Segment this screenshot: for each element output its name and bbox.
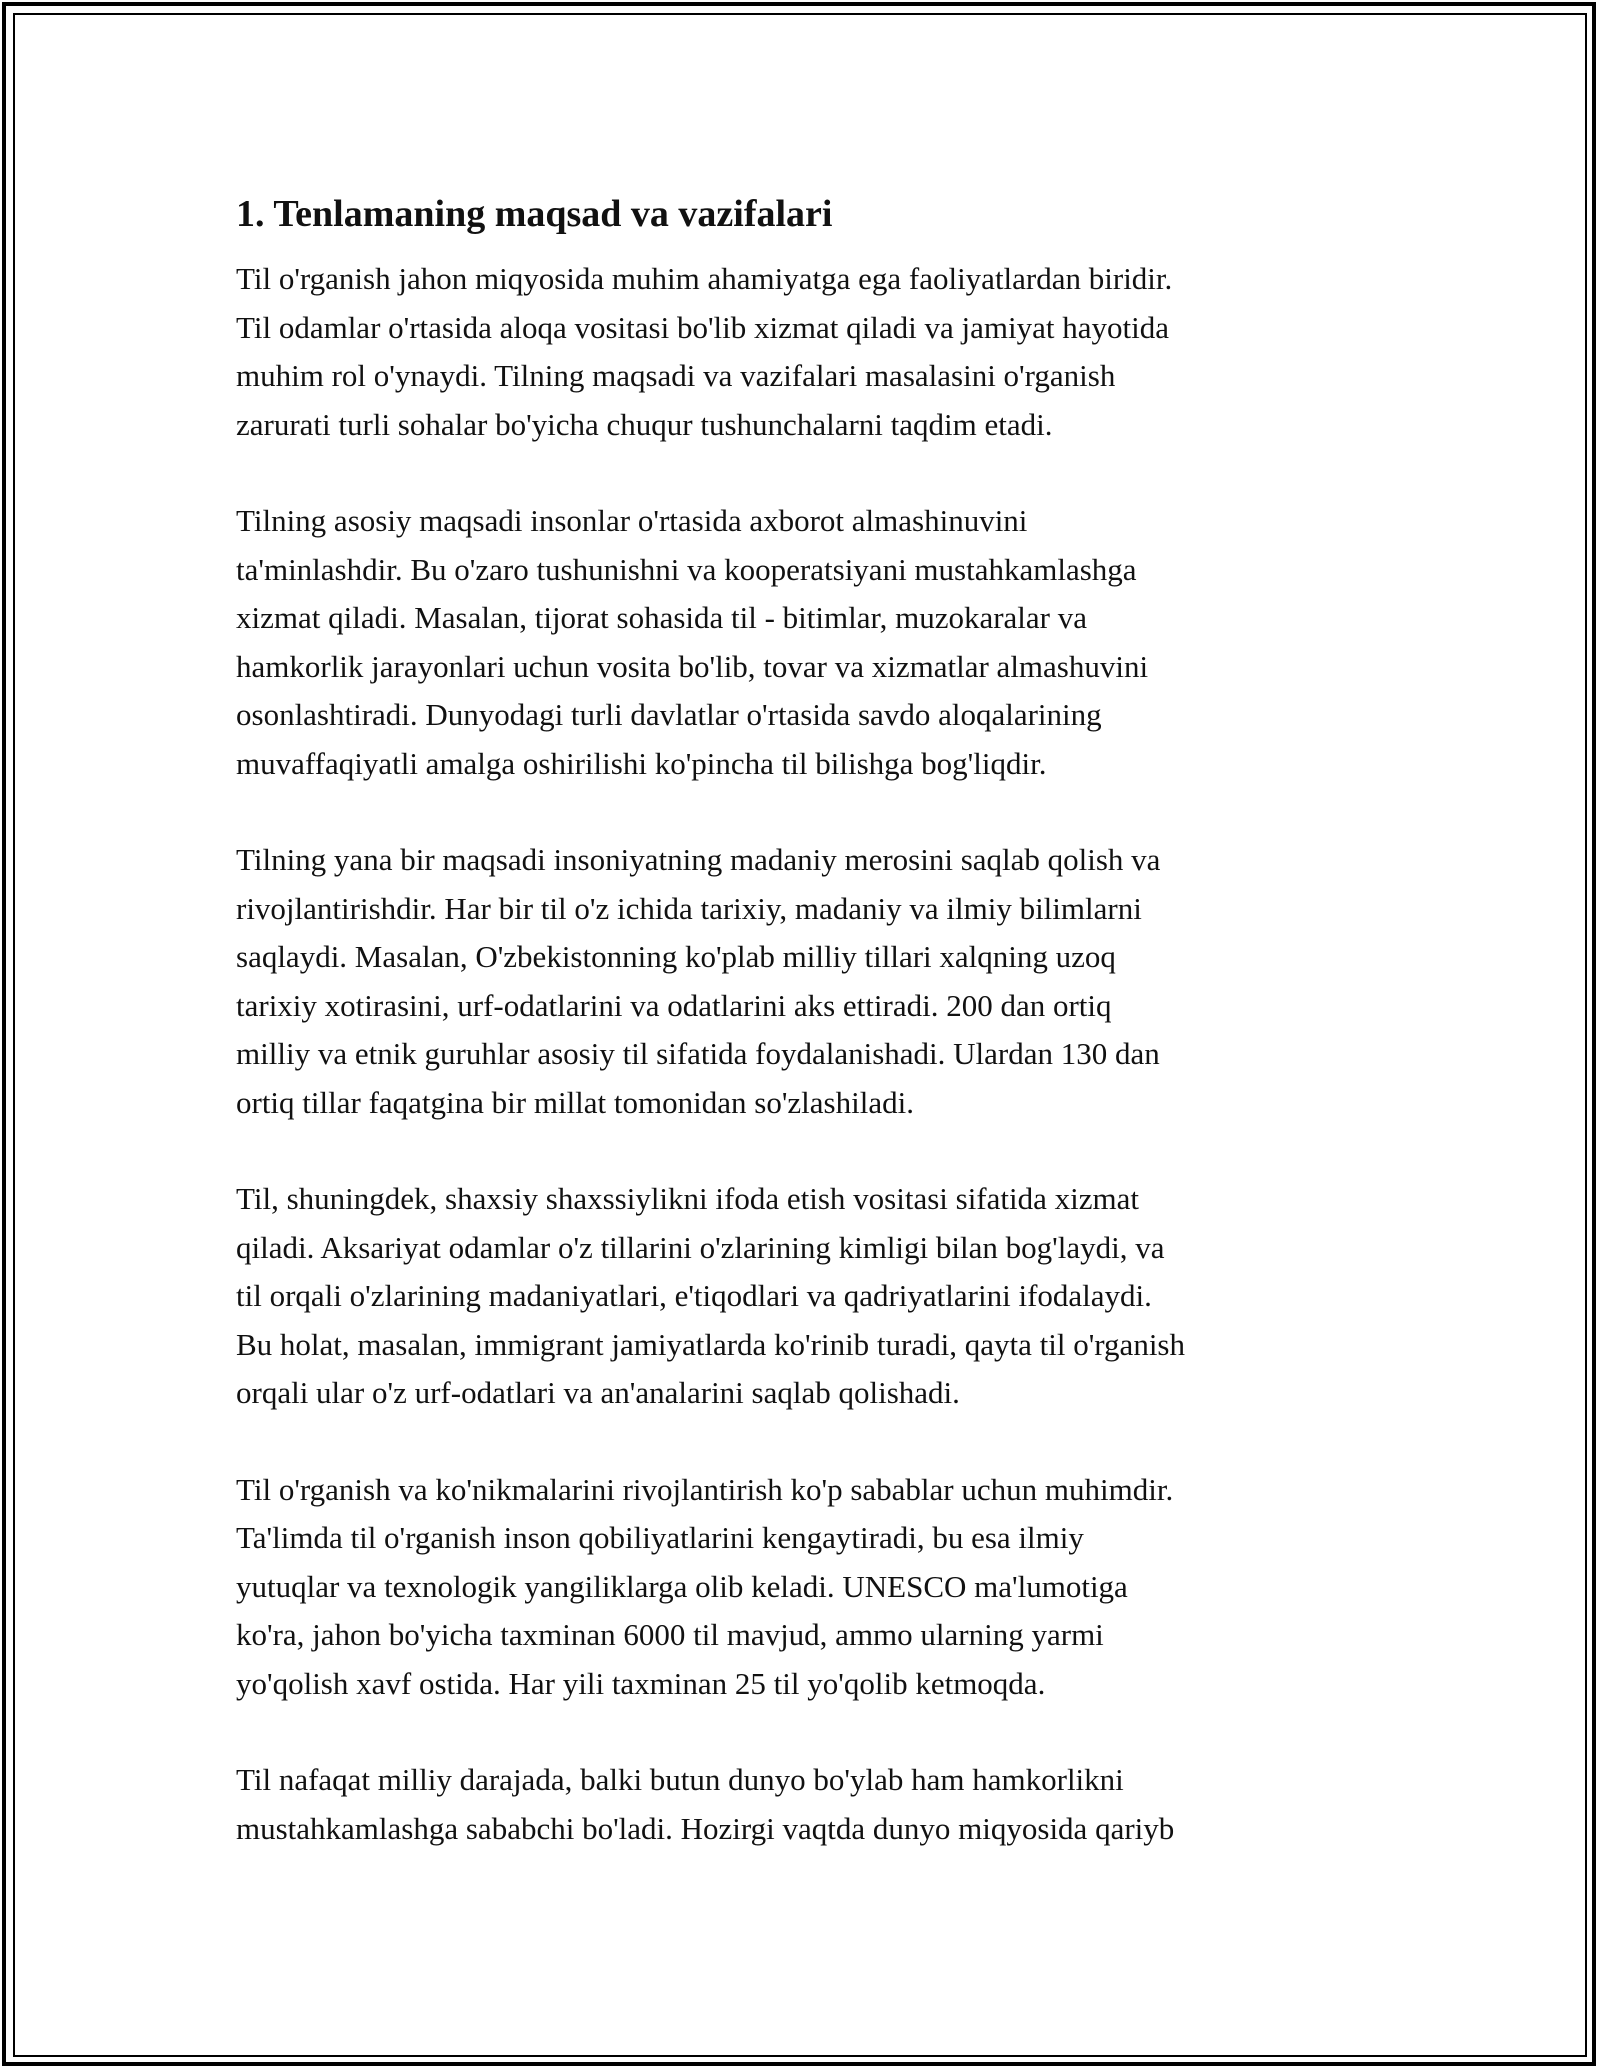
- paragraph-line: Til o'rganish jahon miqyosida muhim ahamiyatga ega faoliyatlardan biridir.: [236, 261, 1173, 296]
- paragraph-line: Ta'limda til o'rganish inson qobiliyatlarini kengaytiradi, bu esa ilmiy: [236, 1520, 1084, 1555]
- paragraph-6: [236, 1756, 1366, 1853]
- paragraph-1: [236, 255, 1366, 449]
- paragraph-line: zarurati turli sohalar bo'yicha chuqur tushunchalarni taqdim etadi.: [236, 406, 1053, 442]
- paragraph-line: muhim rol o'ynaydi. Tilning maqsadi va vazifalari masalasini o'rganish: [236, 358, 1116, 393]
- paragraph-2: [236, 497, 1366, 788]
- paragraph-line: Tilning asosiy maqsadi insonlar o'rtasida axborot almashinuvini: [236, 503, 1028, 538]
- paragraph-line: yutuqlar va texnologik yangiliklarga olib keladi. UNESCO ma'lumotiga: [236, 1568, 1128, 1604]
- paragraph-line: xizmat qiladi. Masalan, tijorat sohasida til - bitimlar, muzokaralar va: [236, 600, 1088, 635]
- paragraph-line: qiladi. Aksariyat odamlar o'z tillarini o'zlarining kimligi bilan bog'laydi, va: [236, 1229, 1165, 1265]
- paragraph-line: muvaffaqiyatli amalga oshirilishi ko'pincha til bilishga bog'liqdir.: [236, 745, 1047, 781]
- paragraph-line: Til nafaqat milliy darajada, balki butun dunyo bo'ylab ham hamkorlikni: [236, 1762, 1124, 1797]
- paragraph-line: Tilning yana bir maqsadi insoniyatning madaniy merosini saqlab qolish va: [236, 842, 1161, 877]
- paragraph-line: til orqali o'zlarining madaniyatlari, e'tiqodlari va qadriyatlarini ifodalaydi.: [236, 1278, 1152, 1313]
- paragraph-line: ko'ra, jahon bo'yicha taxminan 6000 til mavjud, ammo ularning yarmi: [236, 1617, 1104, 1652]
- paragraph-line: ortiq tillar faqatgina bir millat tomonidan so'zlashiladi.: [236, 1084, 914, 1120]
- paragraph-line: Til o'rganish va ko'nikmalarini rivojlantirish ko'p sabablar uchun muhimdir.: [236, 1471, 1174, 1507]
- paragraph-line: yo'qolish xavf ostida. Har yili taxminan 25 til yo'qolib ketmoqda.: [236, 1665, 1046, 1701]
- paragraph-line: tarixiy xotirasini, urf-odatlarini va odatlarini aks ettiradi. 200 dan ortiq: [236, 987, 1112, 1023]
- paragraph-line: Til odamlar o'rtasida aloqa vositasi bo'lib xizmat qiladi va jamiyat hayotida: [236, 309, 1169, 345]
- paragraph-line: Bu holat, masalan, immigrant jamiyatlarda ko'rinib turadi, qayta til o'rganish: [236, 1326, 1185, 1362]
- paragraph-line: osonlashtiradi. Dunyodagi turli davlatlar o'rtasida savdo aloqalarining: [236, 697, 1102, 732]
- paragraph-line: saqlaydi. Masalan, O'zbekistonning ko'plab milliy tillari xalqning uzoq: [236, 939, 1116, 974]
- paragraph-line: rivojlantirishdir. Har bir til o'z ichida tarixiy, madaniy va ilmiy bilimlarni: [236, 890, 1142, 926]
- document-body: [236, 186, 1366, 1901]
- paragraph-line: mustahkamlashga sababchi bo'ladi. Hozirgi vaqtda dunyo miqyosida qariyb: [236, 1810, 1175, 1846]
- section-heading: 1. Tenlamaning maqsad va vazifalari: [236, 193, 833, 235]
- paragraph-line: hamkorlik jarayonlari uchun vosita bo'lib, tovar va xizmatlar almashuvini: [236, 648, 1149, 684]
- paragraph-5: [236, 1466, 1366, 1709]
- paragraph-line: ta'minlashdir. Bu o'zaro tushunishni va kooperatsiyani mustahkamlashga: [236, 551, 1137, 587]
- paragraph-line: milliy va etnik guruhlar asosiy til sifatida foydalanishadi. Ulardan 130 dan: [236, 1036, 1160, 1071]
- paragraph-line: Til, shuningdek, shaxsiy shaxssiylikni ifoda etish vositasi sifatida xizmat: [236, 1181, 1139, 1216]
- paragraph-4: [236, 1175, 1366, 1418]
- paragraph-line: orqali ular o'z urf-odatlari va an'analarini saqlab qolishadi.: [236, 1375, 960, 1410]
- paragraph-3: [236, 836, 1366, 1127]
